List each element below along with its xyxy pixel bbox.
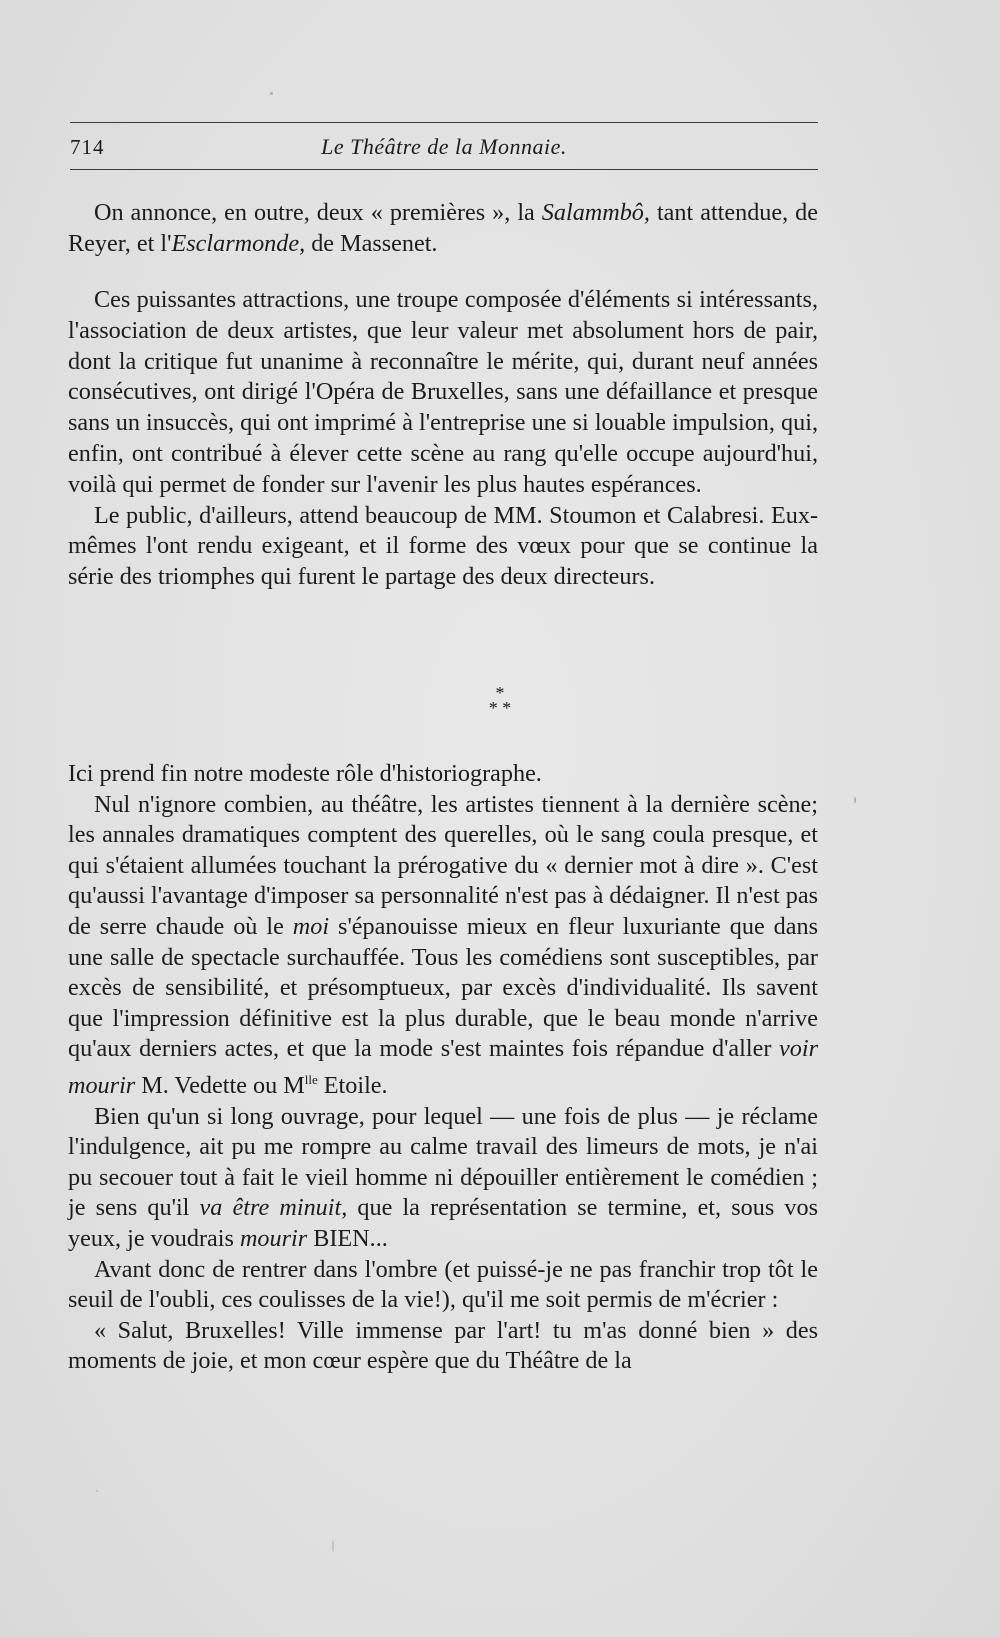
paragraph-public: Le public, d'ailleurs, attend beaucoup de MM. Stoumon et Calabresi. Eux-mêmes l'ont rendu exigeant, et il forme des vœux pour que se continue la série des triomphes qui furent le partage des deux directeurs.: [68, 501, 818, 591]
emphasis-minuit: va être minuit,: [199, 1194, 348, 1222]
attractions-block: [68, 285, 818, 593]
paper-speck: [854, 797, 856, 803]
text-run: Bien qu'un si long ouvrage, pour lequel — une fois de plus — je réclame l'indulgence, ait pu me rompre au calme travail des limeurs de mots, je n'ai pu secouer tout à fait le vieil homme ni dépouiller entièrement le comédien ; je sens qu'il: [68, 1102, 818, 1222]
text-run: s'épanouisse mieux en fleur luxuriante que dans une salle de spectacle surchauffée. Tous les comédiens sont susceptibles, par excès de sensibilité, et présomptueux, par excès d'individualité. Ils savent que l'impression définitive est la plus durable, que le beau monde n'arrive qu'aux derniers actes, et que la mode s'est maintes fois répandue d'aller: [68, 912, 818, 1063]
paragraph-historiographe: Ici prend fin notre modeste rôle d'historiographe.: [68, 760, 542, 787]
paper-speck: [332, 1540, 334, 1552]
title-salammbo: Salammbô,: [541, 199, 650, 226]
paper-speck: [270, 92, 273, 95]
text-run: BIEN...: [307, 1224, 388, 1252]
separator-stars-bottom: * *: [488, 698, 512, 718]
running-header: [70, 122, 818, 170]
emphasis-voir-mourir: voir mourir: [68, 1035, 818, 1099]
paragraph-indulgence: [68, 1102, 818, 1255]
text-run: tant attendue, de Reyer, et l': [68, 199, 819, 257]
paragraph-salut-bruxelles: « Salut, Bruxelles! Ville immense par l'art! tu m'as donné bien » des moments de joie, et mon cœur espère que du Théâtre de la: [68, 1316, 818, 1375]
emphasis-mourir: mourir: [239, 1224, 308, 1252]
text-run: On annonce, en outre, deux « premières », la: [94, 199, 542, 226]
text-run: de Massenet.: [305, 230, 438, 257]
running-title: Le Théâtre de la Monnaie.: [321, 134, 567, 159]
separator-star-top: *: [495, 683, 505, 703]
text-run: M. Vedette ou M: [135, 1072, 305, 1099]
superscript-lle: lle: [304, 1071, 318, 1087]
paragraph-ombre: Avant donc de rentrer dans l'ombre (et puissé-je ne pas franchir trop tôt le seuil de l'oubli, ces coulisses de la vie!), qu'il me soit permis de m'écrier :: [68, 1255, 818, 1314]
paragraph-premieres: [68, 197, 818, 259]
text-run: Nul n'ignore combien, au théâtre, les artistes tiennent à la dernière scène; les annales dramatiques comptent des querelles, où le sang coula presque, et qui s'étaient allumées touchant la prérogative du « dernier mot à dire ». C'est qu'aussi l'avantage d'imposer sa personnalité n'est pas à dédaigner. Il n'est pas de serre chaude où le: [68, 790, 818, 940]
text-run: Etoile.: [317, 1072, 388, 1099]
text-run: que la représentation se termine, et, sous vos yeux, je voudrais: [68, 1194, 818, 1252]
opening-paragraph-block: [68, 197, 818, 259]
paragraph-attractions: Ces puissantes attractions, une troupe composée d'éléments si intéressants, l'association de deux artistes, que leur valeur met absolument hors de pair, dont la critique fut unanime à reconnaître le mérite, qui, durant neuf années consécutives, ont dirigé l'Opéra de Bruxelles, sans une défaillance et presque sans un insuccès, qui ont imprimé à l'entreprise une si louable impulsion, qui, enfin, ont contribué à élever cette scène au rang qu'elle occupe aujourd'hui, voilà qui permet de fonder sur l'avenir les plus hautes espérances.: [68, 286, 818, 498]
emphasis-moi: moi: [292, 912, 330, 940]
page-number: 714: [70, 135, 105, 159]
closing-section-block: [68, 759, 818, 1377]
paragraph-derniere-scene: [68, 790, 818, 1102]
paper-speck: [96, 1490, 98, 1492]
title-esclarmonde: Esclarmonde,: [171, 230, 306, 257]
section-separator: [0, 683, 1000, 718]
